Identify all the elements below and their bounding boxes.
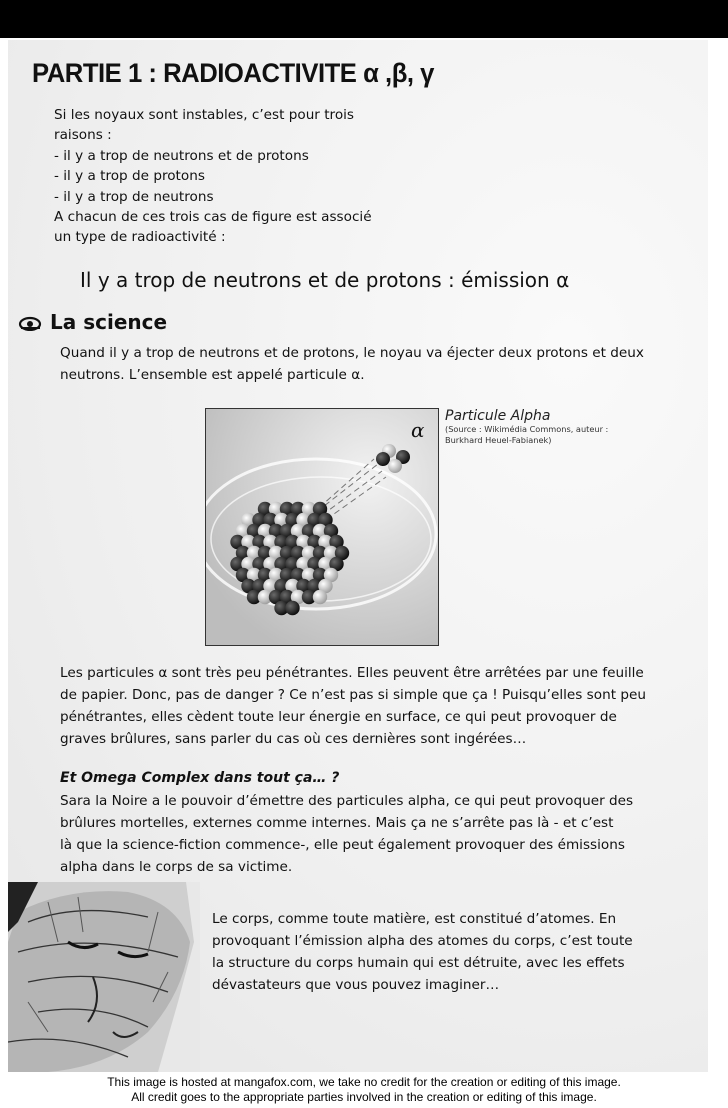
- intro-line: un type de radioactivité :: [54, 229, 226, 246]
- caption-title: Particule Alpha: [445, 408, 551, 424]
- top-black-bar: [0, 0, 728, 38]
- paragraph-line: neutrons. L’ensemble est appelé particule α.: [60, 367, 365, 383]
- intro-text: [54, 105, 394, 248]
- page-title: PARTIE 1 : RADIOACTIVITE α ,β, γ: [32, 58, 434, 88]
- alpha-particle-figure: [205, 408, 439, 646]
- science-heading: La science: [50, 310, 168, 334]
- caption-source-line: Burkhard Heuel-Fabianek): [445, 435, 552, 445]
- paragraph-line: là que la science-fiction commence-, elle peut également provoquer des émissions: [60, 837, 625, 853]
- paragraph-line: graves brûlures, sans parler du cas où ces dernières sont ingérées…: [60, 731, 527, 747]
- figure-caption: [445, 408, 645, 446]
- footer-line: All credit goes to the appropriate parties involved in the creation or editing of this image.: [131, 1090, 597, 1104]
- paragraph-line: la structure du corps humain qui est détruite, avec les effets: [212, 955, 625, 971]
- hosting-credit-footer: [0, 1075, 728, 1105]
- alpha-paragraph: [60, 662, 660, 750]
- intro-line: A chacun de ces trois cas de figure est associé: [54, 209, 372, 226]
- intro-line: - il y a trop de protons: [54, 168, 205, 185]
- science-paragraph: [60, 342, 660, 386]
- manga-character-illustration: [8, 882, 200, 1072]
- science-heading-row: [18, 310, 167, 334]
- paragraph-line: brûlures mortelles, externes comme internes. Mais ça ne s’arrête pas là - et c’est: [60, 815, 614, 831]
- nucleon: [313, 590, 327, 604]
- section-subheading: Il y a trop de neutrons et de protons : émission α: [80, 268, 570, 292]
- intro-line: - il y a trop de neutrons et de protons: [54, 147, 309, 164]
- alpha-label: α: [411, 418, 425, 442]
- paragraph-line: alpha dans le corps de sa victime.: [60, 859, 293, 875]
- intro-line: - il y a trop de neutrons: [54, 188, 214, 205]
- intro-line: raisons :: [54, 127, 112, 144]
- omega-paragraph: [60, 790, 660, 878]
- nucleon: [285, 601, 299, 615]
- intro-line: Si les noyaux sont instables, c’est pour trois: [54, 107, 355, 123]
- paragraph-line: Le corps, comme toute matière, est constitué d’atomes. En: [212, 911, 617, 927]
- atom-icon: [18, 313, 44, 331]
- paragraph-line: Sara la Noire a le pouvoir d’émettre des particules alpha, ce qui peut provoquer des: [60, 793, 634, 809]
- paragraph-line: Les particules α sont très peu pénétrantes. Elles peuvent être arrêtées par une feuille: [60, 665, 644, 681]
- body-effects-paragraph: [212, 908, 642, 996]
- alpha-particle-illustration: [206, 409, 438, 645]
- paragraph-line: dévastateurs que vous pouvez imaginer…: [212, 977, 500, 993]
- paragraph-line: Quand il y a trop de neutrons et de protons, le noyau va éjecter deux protons et deux: [60, 345, 644, 361]
- footer-line: This image is hosted at mangafox.com, we take no credit for the creation or editing of this image.: [107, 1075, 621, 1089]
- paragraph-line: de papier. Donc, pas de danger ? Ce n’est pas si simple que ça ! Puisqu’elles sont peu: [60, 687, 646, 703]
- page-right-margin: [708, 40, 728, 1072]
- paragraph-line: provoquant l’émission alpha des atomes du corps, c’est toute: [212, 933, 633, 949]
- omega-heading: Et Omega Complex dans tout ça… ?: [60, 770, 340, 786]
- caption-source-line: (Source : Wikimédia Commons, auteur :: [445, 424, 609, 434]
- paragraph-line: pénétrantes, elles cèdent toute leur énergie en surface, ce qui peut provoquer de: [60, 709, 617, 725]
